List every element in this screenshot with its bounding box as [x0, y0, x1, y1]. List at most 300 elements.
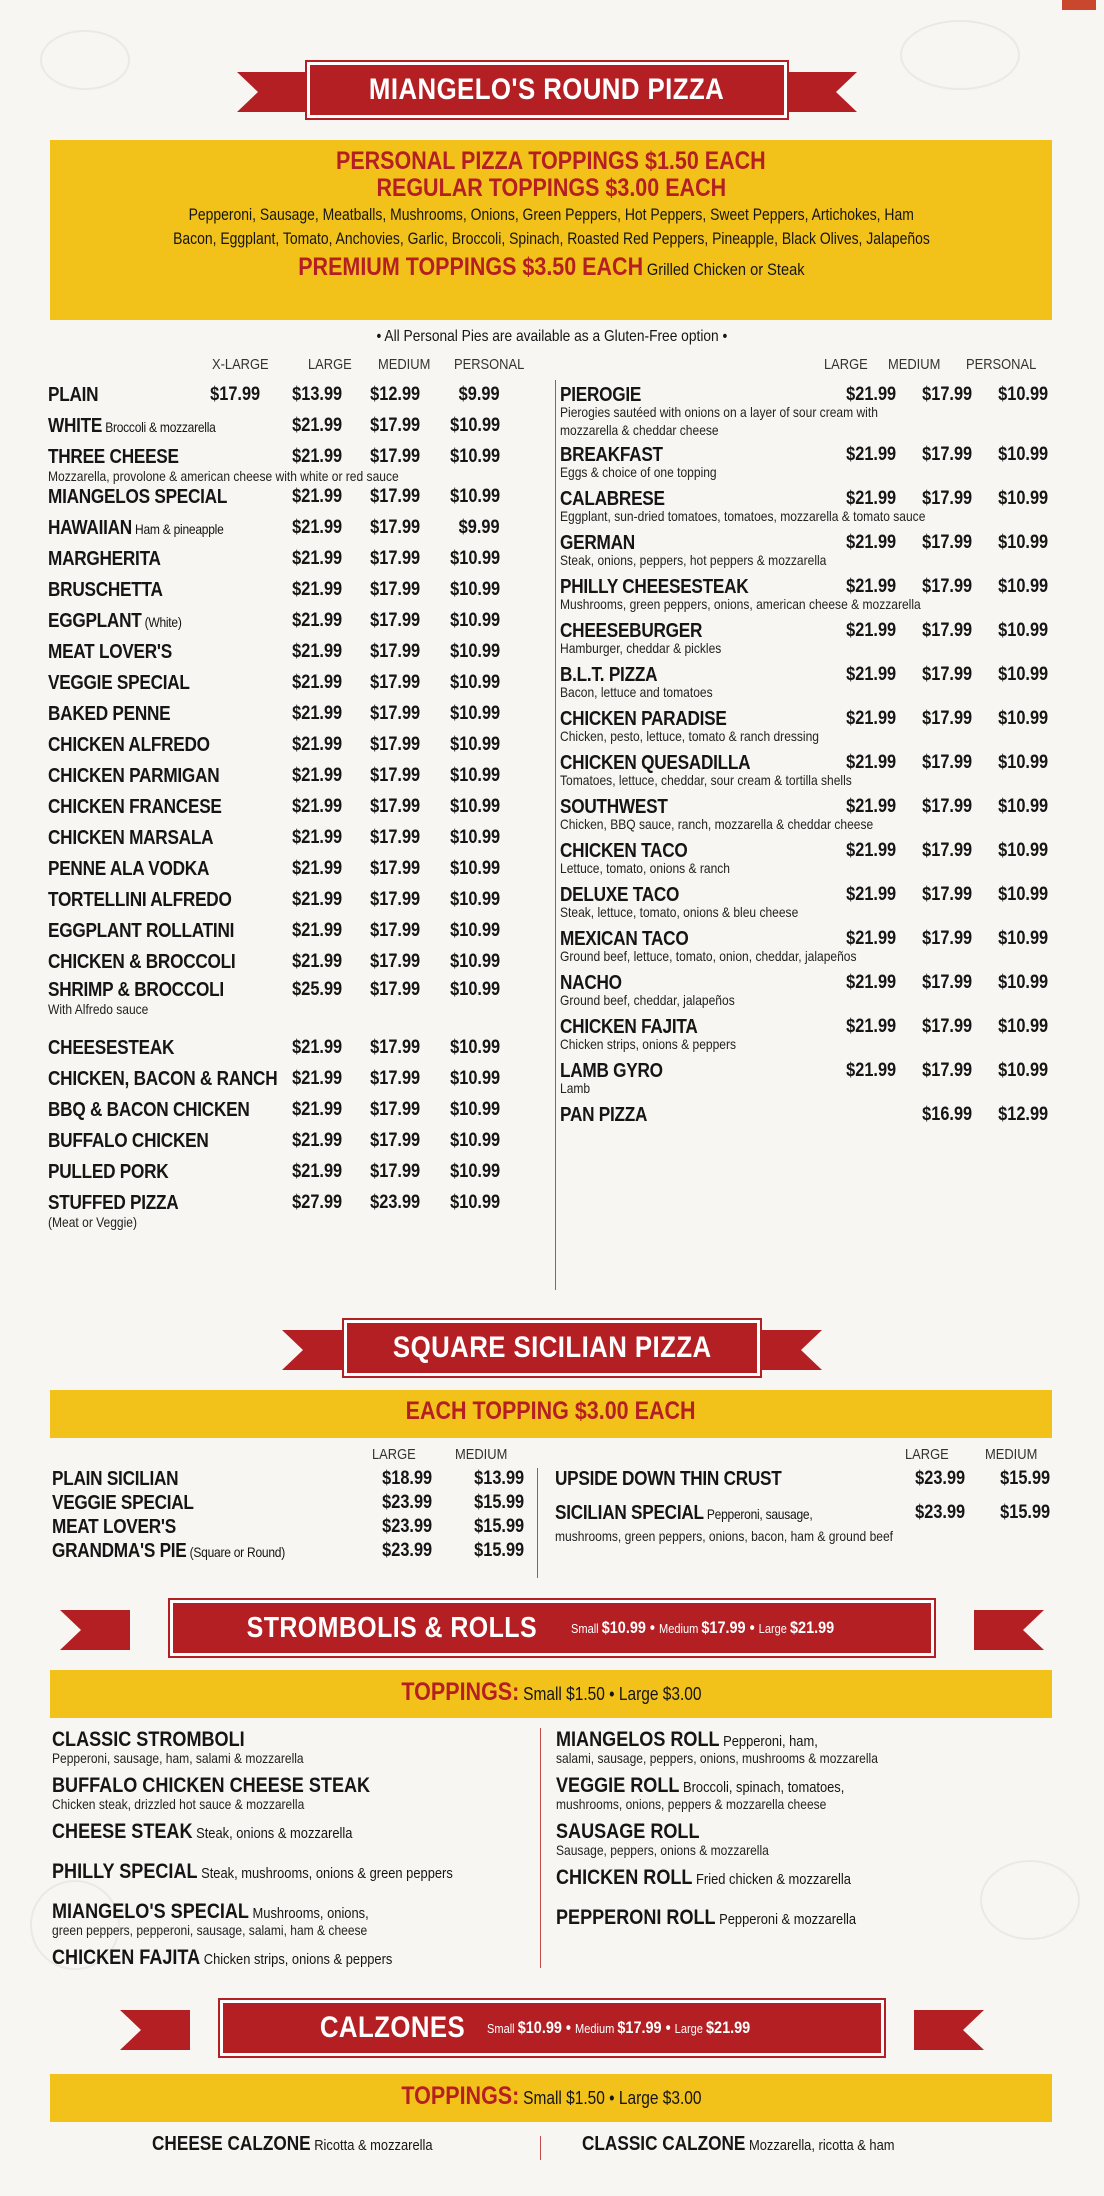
price — [264, 951, 342, 973]
price-value: $17.99 — [370, 979, 420, 1000]
price-value: $21.99 — [846, 444, 896, 465]
price-value: $10.99 — [998, 708, 1048, 729]
pizza-name-text: MEXICAN TACO — [560, 928, 689, 950]
price-value: $23.99 — [915, 1468, 965, 1489]
price-value: $10.99 — [450, 579, 500, 600]
price-value: $21.99 — [292, 1130, 342, 1151]
corner-mark — [1062, 0, 1096, 10]
price-value: $17.99 — [370, 889, 420, 910]
price-value: $21.99 — [292, 1161, 342, 1182]
sicilian-name — [555, 1468, 818, 1491]
pizza-name — [48, 796, 250, 819]
price-value: $21.99 — [292, 1037, 342, 1058]
price-value: $17.99 — [370, 641, 420, 662]
price-value: $10.99 — [998, 488, 1048, 509]
menu-item-inline-note: Mushrooms, onions, — [248, 1905, 369, 1922]
pizza-description: (Meat or Veggie) — [48, 1214, 138, 1230]
price — [342, 889, 420, 911]
price-value: $17.99 — [370, 796, 420, 817]
price-value: $10.99 — [450, 1192, 500, 1213]
price-value: $17.99 — [370, 858, 420, 879]
pizza-name-text: LAMB GYRO — [560, 1060, 663, 1082]
price-value: $17.99 — [922, 1016, 972, 1037]
price — [818, 664, 896, 686]
price — [894, 884, 972, 906]
menu-item-name: PEPPERONI ROLL Pepperoni & mozzarella — [556, 1906, 857, 1929]
price — [818, 752, 896, 774]
price — [422, 1099, 500, 1121]
price-value: $17.99 — [922, 708, 972, 729]
menu-item — [52, 1820, 401, 1844]
strombolis-left-list — [52, 1728, 532, 1978]
price — [970, 972, 1048, 994]
price-value: $17.99 — [370, 486, 420, 507]
pizza-name — [48, 920, 264, 943]
price — [818, 532, 896, 554]
menu-item-description: Chicken steak, drizzled hot sauce & mozzarella — [52, 1796, 305, 1812]
menu-item-inline-note: Pepperoni, ham, — [719, 1733, 818, 1750]
price-value: $21.99 — [846, 488, 896, 509]
price — [342, 920, 420, 942]
pizza-name-text: PENNE ALA VODKA — [48, 858, 210, 880]
price-value: $21.99 — [292, 548, 342, 569]
pizza-description: Hamburger, cheddar & pickles — [560, 640, 722, 656]
price-value: $17.99 — [370, 1099, 420, 1120]
gluten-free-note: • All Personal Pies are available as a Gluten-Free option • — [376, 328, 728, 345]
price-value: $21.99 — [292, 920, 342, 941]
price-value: $15.99 — [1000, 1502, 1050, 1523]
price — [422, 579, 500, 601]
price — [422, 889, 500, 911]
size-separator: • — [561, 2018, 575, 2037]
pizza-description: Bacon, lettuce and tomatoes — [560, 684, 713, 700]
pizza-name — [48, 610, 203, 633]
price-value: $10.99 — [450, 1161, 500, 1182]
price — [422, 610, 500, 632]
price — [264, 920, 342, 942]
price — [422, 765, 500, 787]
price — [894, 752, 972, 774]
pizza-name-text: B.L.T. PIZZA — [560, 664, 658, 686]
sicilian-note: (Square or Round) — [186, 1544, 285, 1560]
price-value: $21.99 — [846, 1060, 896, 1081]
pizza-name — [48, 1192, 200, 1215]
price-value: $17.99 — [922, 884, 972, 905]
pizza-name-text: VEGGIE SPECIAL — [48, 672, 190, 694]
price — [894, 796, 972, 818]
price — [446, 1468, 524, 1490]
price-value: $10.99 — [998, 972, 1048, 993]
price-value: $10.99 — [998, 384, 1048, 405]
pizza-name-text: PHILLY CHEESESTEAK — [560, 576, 749, 598]
price — [342, 1037, 420, 1059]
strombolis-banner — [60, 1600, 1044, 1656]
price-value: $21.99 — [292, 703, 342, 724]
calzones-banner — [120, 2000, 984, 2056]
pizza-name-text: CHICKEN PARMIGAN — [48, 765, 220, 787]
price — [818, 1016, 896, 1038]
column-header: MEDIUM — [888, 356, 941, 373]
pizza-name — [48, 765, 247, 788]
personal-toppings: PERSONAL PIZZA TOPPINGS $1.50 EACH — [336, 147, 766, 175]
price-value: $21.99 — [846, 796, 896, 817]
price-value: $10.99 — [998, 1016, 1048, 1037]
price-value: $13.99 — [292, 384, 342, 405]
price-value: $10.99 — [998, 752, 1048, 773]
right-pizza-list — [560, 384, 1060, 1284]
price-value: $17.99 — [922, 664, 972, 685]
price — [972, 1468, 1050, 1490]
background-doodle — [900, 20, 1020, 90]
price — [342, 979, 420, 1001]
price-value: $21.99 — [846, 884, 896, 905]
menu-item-name: CHICKEN ROLL Fried chicken & mozzarella — [556, 1866, 851, 1889]
pizza-description: With Alfredo sauce — [48, 1001, 149, 1017]
price-value: $10.99 — [998, 444, 1048, 465]
price — [422, 979, 500, 1001]
menu-item — [52, 1946, 448, 1970]
price — [894, 840, 972, 862]
price — [818, 384, 896, 406]
price-value: $10.99 — [450, 889, 500, 910]
pizza-name — [48, 641, 192, 664]
pizza-name — [48, 1161, 188, 1184]
menu-item-inline-note: Broccoli, spinach, tomatoes, — [679, 1779, 845, 1796]
price-value: $17.99 — [370, 1130, 420, 1151]
pizza-name — [48, 979, 253, 1002]
column-header: PERSONAL — [966, 356, 1037, 373]
price — [342, 579, 420, 601]
price-value: $17.99 — [922, 752, 972, 773]
price-value: $21.99 — [292, 486, 342, 507]
price-value: $10.99 — [450, 796, 500, 817]
pizza-description: Lettuce, tomato, onions & ranch — [560, 860, 731, 876]
menu-item-name: MIANGELOS ROLL Pepperoni, ham, — [556, 1728, 818, 1751]
price-value: $17.99 — [370, 920, 420, 941]
price-value: $15.99 — [474, 1540, 524, 1561]
size-separator: • — [645, 1618, 660, 1637]
price-value: $10.99 — [450, 765, 500, 786]
pizza-name-text: MIANGELOS SPECIAL — [48, 486, 228, 508]
pizza-name — [48, 889, 261, 912]
price — [970, 532, 1048, 554]
sicilian-name — [52, 1492, 217, 1515]
price-value: $23.99 — [382, 1492, 432, 1513]
price — [446, 1540, 524, 1562]
calzone-note: Ricotta & mozzarella — [310, 2137, 433, 2154]
price-value: $21.99 — [292, 415, 342, 436]
pizza-name-text: CHEESESTEAK — [48, 1037, 175, 1059]
sicilian-name-text: VEGGIE SPECIAL — [52, 1492, 194, 1514]
pizza-name-text: HAWAIIAN Ham & pineapple — [48, 517, 224, 539]
price-value: $16.99 — [922, 1104, 972, 1125]
price-value: $21.99 — [846, 840, 896, 861]
price-value: $21.99 — [846, 972, 896, 993]
price — [818, 972, 896, 994]
pizza-name — [48, 517, 252, 540]
round-pizza-banner — [237, 62, 857, 118]
pizza-name-text: GERMAN — [560, 532, 635, 554]
strombolis-divider — [540, 1728, 541, 1968]
price-value: $17.99 — [370, 765, 420, 786]
strombolis-toppings-label: TOPPINGS: — [400, 1678, 519, 1706]
price — [264, 1099, 342, 1121]
price-value: $21.99 — [292, 446, 342, 467]
price — [422, 415, 500, 437]
price — [342, 1192, 420, 1214]
column-header: MEDIUM — [985, 1446, 1038, 1463]
price — [818, 620, 896, 642]
column-header: MEDIUM — [455, 1446, 508, 1463]
price-value: $23.99 — [915, 1502, 965, 1523]
price — [446, 1516, 524, 1538]
menu-item-name: CLASSIC STROMBOLI — [52, 1728, 245, 1751]
pizza-name-text: CALABRESE — [560, 488, 665, 510]
price — [422, 486, 500, 508]
price-value: $21.99 — [846, 576, 896, 597]
pizza-name-text: EGGPLANT (White) — [48, 610, 182, 632]
price — [422, 734, 500, 756]
size-separator: • — [745, 1618, 759, 1637]
price — [894, 488, 972, 510]
size-separator: • — [661, 2018, 675, 2037]
sicilian-topping-bar — [50, 1390, 1052, 1438]
price — [264, 672, 342, 694]
sicilian-left-list — [52, 1468, 542, 1588]
price — [422, 1037, 500, 1059]
price — [264, 1130, 342, 1152]
price-value: $17.99 — [370, 951, 420, 972]
price-value: $10.99 — [450, 486, 500, 507]
price-value: $10.99 — [450, 1099, 500, 1120]
size-label: Small — [571, 1621, 602, 1636]
price — [264, 517, 342, 539]
price — [894, 1016, 972, 1038]
menu-item-name: CHEESE STEAK Steak, onions & mozzarella — [52, 1820, 353, 1843]
price — [422, 641, 500, 663]
price — [970, 384, 1048, 406]
price-value: $21.99 — [292, 889, 342, 910]
price — [818, 928, 896, 950]
price — [818, 444, 896, 466]
pizza-name-text: TORTELLINI ALFREDO — [48, 889, 232, 911]
price — [818, 884, 896, 906]
price-value: $21.99 — [292, 1099, 342, 1120]
pizza-name-text: BUFFALO CHICKEN — [48, 1130, 209, 1152]
pizza-name-text: PIEROGIE — [560, 384, 642, 406]
sicilian-left-headers — [0, 1446, 560, 1466]
pizza-name-text: NACHO — [560, 972, 622, 994]
price — [342, 827, 420, 849]
price — [894, 620, 972, 642]
menu-item — [556, 1774, 891, 1812]
calzone-name: CHEESE CALZONE Ricotta & mozzarella — [152, 2133, 433, 2155]
price-value: $10.99 — [998, 840, 1048, 861]
price-value: $10.99 — [450, 827, 500, 848]
menu-item-description: mushrooms, onions, peppers & mozzarella cheese — [556, 1796, 827, 1812]
size-label: Large — [758, 1621, 791, 1636]
pizza-name — [48, 1099, 282, 1122]
pizza-name — [48, 579, 181, 602]
pizza-name-text: DELUXE TACO — [560, 884, 680, 906]
sicilian-name-text: UPSIDE DOWN THIN CRUST — [555, 1468, 782, 1490]
column-header: LARGE — [308, 356, 352, 373]
price — [422, 1192, 500, 1214]
price — [818, 576, 896, 598]
price — [354, 1468, 432, 1490]
pizza-name-text: MARGHERITA — [48, 548, 161, 570]
price-value: $17.99 — [922, 532, 972, 553]
price-value: $21.99 — [292, 765, 342, 786]
menu-item-name: CHICKEN FAJITA Chicken strips, onions & peppers — [52, 1946, 393, 1969]
price — [342, 1130, 420, 1152]
price-value: $17.99 — [370, 1068, 420, 1089]
price — [342, 1161, 420, 1183]
menu-item — [556, 1820, 803, 1858]
calzone-note: Mozzarella, ricotta & ham — [745, 2137, 895, 2154]
sicilian-banner — [282, 1320, 822, 1376]
pizza-description: Ground beef, cheddar, jalapeños — [560, 992, 735, 1008]
menu-item-name: VEGGIE ROLL Broccoli, spinach, tomatoes, — [556, 1774, 845, 1797]
price-value: $17.99 — [922, 620, 972, 641]
pizza-name — [48, 384, 107, 407]
price-value: $17.99 — [370, 548, 420, 569]
menu-item-name: BUFFALO CHICKEN CHEESE STEAK — [52, 1774, 371, 1797]
price-value: $17.99 — [370, 1161, 420, 1182]
calzones-toppings-label: TOPPINGS: — [400, 2082, 519, 2110]
size-label: Medium — [574, 2021, 618, 2036]
price-value: $10.99 — [450, 703, 500, 724]
pizza-name-text: CHICKEN & BROCCOLI — [48, 951, 236, 973]
pizza-note: (White) — [141, 614, 182, 630]
calzone-item — [582, 2133, 945, 2156]
toppings-list-2: Bacon, Eggplant, Tomato, Anchovies, Garlic, Broccoli, Spinach, Roasted Red Peppers, Pineapple, Black Olives, Jalapeños — [172, 229, 930, 248]
price-value: $21.99 — [292, 796, 342, 817]
toppings-box — [50, 140, 1052, 320]
price — [818, 1060, 896, 1082]
price — [422, 1161, 500, 1183]
pizza-name-text: STUFFED PIZZA — [48, 1192, 179, 1214]
pizza-description: Steak, onions, peppers, hot peppers & mozzarella — [560, 552, 827, 568]
price — [264, 1068, 342, 1090]
price-value: $10.99 — [450, 1130, 500, 1151]
strombolis-toppings-bar — [50, 1670, 1052, 1718]
price-value: $10.99 — [998, 796, 1048, 817]
price — [818, 796, 896, 818]
price — [970, 796, 1048, 818]
price-value: $10.99 — [450, 1037, 500, 1058]
price-value: $23.99 — [382, 1540, 432, 1561]
sicilian-topping-price: EACH TOPPING $3.00 EACH — [406, 1397, 696, 1425]
size-label: Large — [674, 2021, 706, 2036]
column-header: MEDIUM — [378, 356, 431, 373]
price — [970, 1060, 1048, 1082]
menu-item-inline-note: Steak, onions & mozzarella — [192, 1825, 353, 1842]
sicilian-title: SQUARE SICILIAN PIZZA — [392, 1331, 712, 1364]
price — [970, 664, 1048, 686]
pizza-name-text: BRUSCHETTA — [48, 579, 163, 601]
price — [422, 1130, 500, 1152]
pizza-note: Ham & pineapple — [131, 521, 224, 537]
calzone-item — [152, 2133, 478, 2156]
price-value: $9.99 — [459, 384, 500, 405]
price — [970, 840, 1048, 862]
price — [264, 1037, 342, 1059]
pizza-description: Eggplant, sun-dried tomatoes, tomatoes, mozzarella & tomato sauce — [560, 508, 926, 524]
price — [342, 703, 420, 725]
price — [422, 1068, 500, 1090]
pizza-description: Lamb — [560, 1080, 591, 1096]
menu-item — [52, 1774, 422, 1812]
pizza-name-text: CHICKEN TACO — [560, 840, 688, 862]
price-value: $21.99 — [292, 1068, 342, 1089]
price-value: $17.99 — [922, 972, 972, 993]
pizza-name-text: SOUTHWEST — [560, 796, 668, 818]
price-value: $10.99 — [998, 532, 1048, 553]
column-divider — [555, 380, 556, 1290]
price — [970, 620, 1048, 642]
price — [970, 708, 1048, 730]
price-value: $17.99 — [922, 840, 972, 861]
sicilian-description: mushrooms, green peppers, onions, bacon, ham & ground beef — [555, 1528, 894, 1544]
pizza-description: Chicken, BBQ sauce, ranch, mozzarella & cheddar cheese — [560, 816, 874, 832]
premium-note: Grilled Chicken or Steak — [646, 260, 805, 279]
price — [422, 446, 500, 468]
pizza-name-text: CHICKEN QUESADILLA — [560, 752, 751, 774]
price — [264, 446, 342, 468]
strombolis-toppings-detail: Small $1.50 • Large $3.00 — [522, 1684, 702, 1704]
menu-item-name: MIANGELO'S SPECIAL Mushrooms, onions, — [52, 1900, 369, 1923]
premium-toppings: PREMIUM TOPPINGS $3.50 EACH — [297, 253, 643, 281]
price-value: $21.99 — [292, 858, 342, 879]
price — [264, 734, 342, 756]
price-value: $17.99 — [370, 415, 420, 436]
price-value: $21.99 — [846, 620, 896, 641]
calzones-toppings-detail: Small $1.50 • Large $3.00 — [522, 2088, 702, 2108]
pizza-name — [48, 415, 243, 438]
sicilian-right-list — [555, 1468, 1065, 1588]
price-value: $21.99 — [292, 641, 342, 662]
pizza-name-text: BREAKFAST — [560, 444, 663, 466]
pizza-description: Chicken, pesto, lettuce, tomato & ranch dressing — [560, 728, 820, 744]
price — [342, 641, 420, 663]
calzones-list — [0, 2133, 1104, 2173]
pizza-name-text: CHEESEBURGER — [560, 620, 703, 642]
price — [342, 415, 420, 437]
price — [264, 641, 342, 663]
menu-item-inline-note: Fried chicken & mozzarella — [692, 1871, 851, 1888]
left-pizza-list — [48, 384, 548, 1284]
price — [342, 672, 420, 694]
toppings-list-1: Pepperoni, Sausage, Meatballs, Mushrooms, Onions, Green Peppers, Hot Peppers, Sweet Peppers, Artichokes, Ham — [188, 205, 914, 224]
price — [894, 1060, 972, 1082]
menu-item — [556, 1728, 930, 1766]
size-price: $17.99 — [701, 1618, 746, 1637]
price-value: $21.99 — [292, 734, 342, 755]
price — [972, 1502, 1050, 1524]
pizza-name — [48, 446, 200, 469]
price-value: $21.99 — [292, 579, 342, 600]
pizza-name-text: CHICKEN, BACON & RANCH — [48, 1068, 278, 1090]
size-price: $21.99 — [705, 2018, 750, 2037]
pizza-name-text: SHRIMP & BROCCOLI — [48, 979, 224, 1001]
sicilian-name — [52, 1468, 199, 1491]
price-value: $23.99 — [382, 1516, 432, 1537]
price-value: $15.99 — [474, 1492, 524, 1513]
size-price: $10.99 — [601, 1618, 646, 1637]
menu-item-description: Sausage, peppers, onions & mozzarella — [556, 1842, 769, 1858]
sicilian-name — [555, 1502, 854, 1525]
